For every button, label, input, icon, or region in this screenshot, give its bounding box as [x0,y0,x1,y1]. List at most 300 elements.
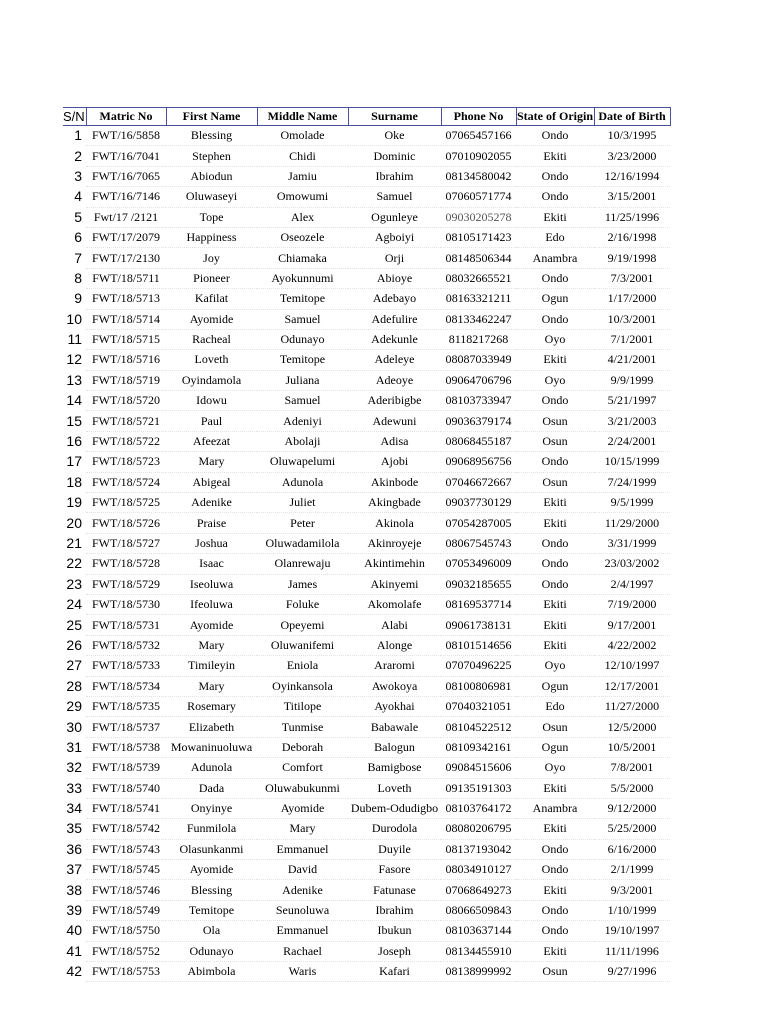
cell-phone-no[interactable]: 07010902055 [441,146,516,166]
cell-state-of-origin[interactable]: Ekiti [516,635,594,655]
cell-middle-name[interactable]: Oluwanifemi [257,635,348,655]
cell-phone-no[interactable]: 08169537714 [441,594,516,614]
cell-phone-no[interactable]: 08032665521 [441,268,516,288]
cell-date-of-birth[interactable]: 3/15/2001 [594,187,670,207]
cell-middle-name[interactable]: Comfort [257,758,348,778]
cell-surname[interactable]: Adewuni [348,411,441,431]
cell-first-name[interactable]: Oyindamola [166,370,257,390]
cell-matric-no[interactable]: FWT/18/5738 [86,737,166,757]
cell-first-name[interactable]: Mary [166,676,257,696]
cell-state-of-origin[interactable]: Ekiti [516,941,594,961]
header-phone-no[interactable]: Phone No [441,108,516,126]
cell-sn[interactable]: 3 [74,167,82,184]
cell-state-of-origin[interactable]: Ekiti [516,880,594,900]
cell-date-of-birth[interactable]: 2/16/1998 [594,227,670,247]
cell-matric-no[interactable]: FWT/18/5729 [86,574,166,594]
cell-first-name[interactable]: Onyinye [166,798,257,818]
cell-date-of-birth[interactable]: 9/17/2001 [594,615,670,635]
cell-first-name[interactable]: Joshua [166,533,257,553]
cell-date-of-birth[interactable]: 9/3/2001 [594,880,670,900]
cell-first-name[interactable]: Iseoluwa [166,574,257,594]
cell-sn[interactable]: 11 [67,331,82,348]
cell-surname[interactable]: Akinyemi [348,574,441,594]
cell-surname[interactable]: Akingbade [348,493,441,513]
cell-first-name[interactable]: Afeezat [166,431,257,451]
cell-state-of-origin[interactable]: Ekiti [516,207,594,227]
cell-sn[interactable]: 26 [66,636,82,653]
cell-middle-name[interactable]: Jamiu [257,166,348,186]
cell-date-of-birth[interactable]: 10/3/2001 [594,309,670,329]
cell-sn[interactable]: 2 [74,147,82,164]
cell-first-name[interactable]: Abigeal [166,472,257,492]
cell-surname[interactable]: Abioye [348,268,441,288]
cell-surname[interactable]: Ajobi [348,452,441,472]
cell-surname[interactable]: Araromi [348,656,441,676]
cell-date-of-birth[interactable]: 12/16/1994 [594,166,670,186]
cell-surname[interactable]: Fatunase [348,880,441,900]
cell-date-of-birth[interactable]: 11/29/2000 [594,513,670,533]
cell-state-of-origin[interactable]: Ekiti [516,513,594,533]
cell-phone-no[interactable]: 09032185655 [441,574,516,594]
cell-middle-name[interactable]: James [257,574,348,594]
cell-matric-no[interactable]: FWT/18/5741 [86,798,166,818]
cell-matric-no[interactable]: FWT/18/5725 [86,493,166,513]
cell-date-of-birth[interactable]: 12/5/2000 [594,717,670,737]
cell-phone-no[interactable]: 09037730129 [441,493,516,513]
cell-sn[interactable]: 30 [66,718,82,735]
cell-sn[interactable]: 5 [74,208,82,225]
cell-state-of-origin[interactable]: Osun [516,962,594,982]
cell-date-of-birth[interactable]: 7/19/2000 [594,594,670,614]
cell-phone-no[interactable]: 07070496225 [441,656,516,676]
cell-phone-no[interactable]: 08133462247 [441,309,516,329]
cell-state-of-origin[interactable]: Oyo [516,758,594,778]
cell-date-of-birth[interactable]: 11/27/2000 [594,696,670,716]
cell-first-name[interactable]: Ifeoluwa [166,594,257,614]
header-middle-name[interactable]: Middle Name [257,108,348,126]
cell-sn[interactable]: 28 [66,677,82,694]
cell-middle-name[interactable]: Olanrewaju [257,554,348,574]
cell-date-of-birth[interactable]: 7/24/1999 [594,472,670,492]
cell-surname[interactable]: Adeleye [348,350,441,370]
cell-matric-no[interactable]: FWT/17/2079 [86,227,166,247]
cell-matric-no[interactable]: FWT/16/7146 [86,187,166,207]
cell-matric-no[interactable]: FWT/18/5720 [86,391,166,411]
cell-matric-no[interactable]: FWT/18/5750 [86,921,166,941]
cell-matric-no[interactable]: FWT/18/5749 [86,900,166,920]
cell-first-name[interactable]: Happiness [166,227,257,247]
cell-middle-name[interactable]: Samuel [257,309,348,329]
cell-state-of-origin[interactable]: Ondo [516,860,594,880]
cell-middle-name[interactable]: Oyinkansola [257,676,348,696]
cell-middle-name[interactable]: Omolade [257,126,348,146]
cell-middle-name[interactable]: Deborah [257,737,348,757]
cell-first-name[interactable]: Timileyin [166,656,257,676]
cell-sn[interactable]: 19 [66,494,82,511]
cell-first-name[interactable]: Joy [166,248,257,268]
cell-middle-name[interactable]: Oluwadamilola [257,533,348,553]
cell-surname[interactable]: Joseph [348,941,441,961]
cell-surname[interactable]: Ibrahim [348,166,441,186]
cell-matric-no[interactable]: FWT/18/5715 [86,329,166,349]
cell-surname[interactable]: Ayokhai [348,696,441,716]
cell-sn[interactable]: 23 [66,575,82,592]
cell-state-of-origin[interactable]: Edo [516,696,594,716]
cell-surname[interactable]: Balogun [348,737,441,757]
cell-date-of-birth[interactable]: 6/16/2000 [594,839,670,859]
cell-first-name[interactable]: Elizabeth [166,717,257,737]
cell-state-of-origin[interactable]: Ondo [516,126,594,146]
cell-matric-no[interactable]: FWT/17/2130 [86,248,166,268]
cell-surname[interactable]: Ogunleye [348,207,441,227]
header-date-of-birth[interactable]: Date of Birth [594,108,670,126]
cell-matric-no[interactable]: FWT/18/5711 [86,268,166,288]
cell-phone-no[interactable]: 08103637144 [441,921,516,941]
cell-phone-no[interactable]: 09030205278 [441,207,516,227]
cell-matric-no[interactable]: FWT/18/5719 [86,370,166,390]
cell-middle-name[interactable]: Chiamaka [257,248,348,268]
cell-sn[interactable]: 37 [66,861,82,878]
cell-middle-name[interactable]: Juliana [257,370,348,390]
cell-first-name[interactable]: Funmilola [166,819,257,839]
cell-date-of-birth[interactable]: 23/03/2002 [594,554,670,574]
cell-date-of-birth[interactable]: 10/15/1999 [594,452,670,472]
cell-phone-no[interactable]: 08103764172 [441,798,516,818]
cell-matric-no[interactable]: FWT/18/5713 [86,289,166,309]
cell-matric-no[interactable]: FWT/18/5714 [86,309,166,329]
cell-matric-no[interactable]: FWT/18/5723 [86,452,166,472]
cell-first-name[interactable]: Isaac [166,554,257,574]
cell-first-name[interactable]: Pioneer [166,268,257,288]
cell-surname[interactable]: Durodola [348,819,441,839]
cell-phone-no[interactable]: 08104522512 [441,717,516,737]
cell-matric-no[interactable]: FWT/18/5724 [86,472,166,492]
cell-date-of-birth[interactable]: 2/1/1999 [594,860,670,880]
cell-sn[interactable]: 31 [66,738,82,755]
cell-state-of-origin[interactable]: Ondo [516,452,594,472]
cell-sn[interactable]: 18 [66,473,82,490]
cell-first-name[interactable]: Oluwaseyi [166,187,257,207]
cell-phone-no[interactable]: 09036379174 [441,411,516,431]
cell-date-of-birth[interactable]: 11/25/1996 [594,207,670,227]
cell-sn[interactable]: 34 [66,800,82,817]
cell-date-of-birth[interactable]: 19/10/1997 [594,921,670,941]
cell-surname[interactable]: Akinroyeje [348,533,441,553]
cell-middle-name[interactable]: Abolaji [257,431,348,451]
cell-first-name[interactable]: Blessing [166,126,257,146]
cell-phone-no[interactable]: 07065457166 [441,126,516,146]
cell-phone-no[interactable]: 08101514656 [441,635,516,655]
cell-phone-no[interactable]: 09064706796 [441,370,516,390]
cell-matric-no[interactable]: FWT/18/5737 [86,717,166,737]
cell-phone-no[interactable]: 08109342161 [441,737,516,757]
cell-date-of-birth[interactable]: 5/25/2000 [594,819,670,839]
cell-matric-no[interactable]: FWT/18/5733 [86,656,166,676]
cell-phone-no[interactable]: 08134455910 [441,941,516,961]
cell-date-of-birth[interactable]: 5/5/2000 [594,778,670,798]
header-sn[interactable]: S/N [63,109,85,124]
cell-phone-no[interactable]: 08087033949 [441,350,516,370]
cell-middle-name[interactable]: David [257,860,348,880]
cell-state-of-origin[interactable]: Osun [516,472,594,492]
cell-date-of-birth[interactable]: 9/12/2000 [594,798,670,818]
cell-matric-no[interactable]: FWT/18/5727 [86,533,166,553]
cell-state-of-origin[interactable]: Ondo [516,839,594,859]
cell-first-name[interactable]: Temitope [166,900,257,920]
cell-first-name[interactable]: Adunola [166,758,257,778]
cell-surname[interactable]: Dubem-Odudigbo [348,798,441,818]
cell-phone-no[interactable]: 08163321211 [441,289,516,309]
cell-first-name[interactable]: Praise [166,513,257,533]
cell-phone-no[interactable]: 07040321051 [441,696,516,716]
cell-phone-no[interactable]: 08034910127 [441,860,516,880]
cell-surname[interactable]: Dominic [348,146,441,166]
cell-date-of-birth[interactable]: 9/27/1996 [594,962,670,982]
cell-first-name[interactable]: Adenike [166,493,257,513]
cell-date-of-birth[interactable]: 3/23/2000 [594,146,670,166]
cell-matric-no[interactable]: FWT/18/5721 [86,411,166,431]
cell-matric-no[interactable]: Fwt/17 /2121 [86,207,166,227]
cell-state-of-origin[interactable]: Ondo [516,574,594,594]
cell-sn[interactable]: 4 [74,188,82,205]
header-matric-no[interactable]: Matric No [86,108,166,126]
cell-sn[interactable]: 22 [66,555,82,572]
cell-matric-no[interactable]: FWT/18/5752 [86,941,166,961]
cell-phone-no[interactable]: 09061738131 [441,615,516,635]
cell-date-of-birth[interactable]: 10/5/2001 [594,737,670,757]
cell-matric-no[interactable]: FWT/18/5735 [86,696,166,716]
cell-sn[interactable]: 36 [66,840,82,857]
cell-middle-name[interactable]: Opeyemi [257,615,348,635]
cell-middle-name[interactable]: Juliet [257,493,348,513]
cell-surname[interactable]: Akintimehin [348,554,441,574]
cell-phone-no[interactable]: 8118217268 [441,329,516,349]
cell-surname[interactable]: Awokoya [348,676,441,696]
cell-sn[interactable]: 42 [66,963,82,980]
cell-phone-no[interactable]: 09135191303 [441,778,516,798]
cell-phone-no[interactable]: 07054287005 [441,513,516,533]
cell-middle-name[interactable]: Temitope [257,289,348,309]
header-state-of-origin[interactable]: State of Origin [516,108,594,126]
cell-matric-no[interactable]: FWT/18/5743 [86,839,166,859]
cell-state-of-origin[interactable]: Edo [516,227,594,247]
cell-state-of-origin[interactable]: Ogun [516,289,594,309]
cell-date-of-birth[interactable]: 3/31/1999 [594,533,670,553]
cell-middle-name[interactable]: Chidi [257,146,348,166]
cell-surname[interactable]: Akinola [348,513,441,533]
cell-first-name[interactable]: Kafilat [166,289,257,309]
cell-sn[interactable]: 14 [66,392,82,409]
cell-first-name[interactable]: Idowu [166,391,257,411]
cell-sn[interactable]: 38 [66,881,82,898]
cell-sn[interactable]: 20 [66,514,82,531]
cell-middle-name[interactable]: Ayokunnumi [257,268,348,288]
cell-phone-no[interactable]: 08068455187 [441,431,516,451]
cell-sn[interactable]: 32 [66,759,82,776]
cell-phone-no[interactable]: 08137193042 [441,839,516,859]
cell-surname[interactable]: Ibrahim [348,900,441,920]
cell-date-of-birth[interactable]: 1/10/1999 [594,900,670,920]
cell-surname[interactable]: Bamigbose [348,758,441,778]
cell-state-of-origin[interactable]: Ondo [516,187,594,207]
cell-matric-no[interactable]: FWT/18/5728 [86,554,166,574]
cell-surname[interactable]: Ibukun [348,921,441,941]
cell-matric-no[interactable]: FWT/18/5732 [86,635,166,655]
cell-middle-name[interactable]: Mary [257,819,348,839]
cell-date-of-birth[interactable]: 5/21/1997 [594,391,670,411]
cell-date-of-birth[interactable]: 4/22/2002 [594,635,670,655]
cell-first-name[interactable]: Mowaninuoluwa [166,737,257,757]
cell-matric-no[interactable]: FWT/18/5746 [86,880,166,900]
cell-surname[interactable]: Aderibigbe [348,391,441,411]
cell-matric-no[interactable]: FWT/18/5716 [86,350,166,370]
cell-middle-name[interactable]: Alex [257,207,348,227]
cell-middle-name[interactable]: Oseozele [257,227,348,247]
cell-sn[interactable]: 35 [66,820,82,837]
cell-date-of-birth[interactable]: 12/17/2001 [594,676,670,696]
cell-surname[interactable]: Duyile [348,839,441,859]
cell-middle-name[interactable]: Eniola [257,656,348,676]
cell-first-name[interactable]: Ayomide [166,860,257,880]
header-first-name[interactable]: First Name [166,108,257,126]
cell-sn[interactable]: 8 [74,269,82,286]
cell-sn[interactable]: 10 [66,310,82,327]
header-surname[interactable]: Surname [348,108,441,126]
cell-date-of-birth[interactable]: 2/24/2001 [594,431,670,451]
cell-phone-no[interactable]: 07068649273 [441,880,516,900]
cell-middle-name[interactable]: Adunola [257,472,348,492]
cell-sn[interactable]: 9 [74,290,82,307]
cell-first-name[interactable]: Racheal [166,329,257,349]
cell-sn[interactable]: 12 [66,351,82,368]
cell-state-of-origin[interactable]: Ondo [516,533,594,553]
cell-phone-no[interactable]: 07046672667 [441,472,516,492]
cell-first-name[interactable]: Ayomide [166,615,257,635]
cell-matric-no[interactable]: FWT/18/5730 [86,594,166,614]
cell-phone-no[interactable]: 08066509843 [441,900,516,920]
cell-middle-name[interactable]: Titilope [257,696,348,716]
cell-matric-no[interactable]: FWT/18/5742 [86,819,166,839]
cell-sn[interactable]: 21 [66,535,82,551]
cell-state-of-origin[interactable]: Ekiti [516,493,594,513]
cell-middle-name[interactable]: Odunayo [257,329,348,349]
cell-middle-name[interactable]: Seunoluwa [257,900,348,920]
cell-first-name[interactable]: Mary [166,452,257,472]
cell-phone-no[interactable]: 08134580042 [441,166,516,186]
cell-date-of-birth[interactable]: 10/3/1995 [594,126,670,146]
cell-sn[interactable]: 25 [66,616,82,633]
cell-sn[interactable]: 41 [66,942,82,959]
cell-state-of-origin[interactable]: Oyo [516,656,594,676]
cell-state-of-origin[interactable]: Oyo [516,329,594,349]
cell-date-of-birth[interactable]: 1/17/2000 [594,289,670,309]
cell-state-of-origin[interactable]: Ekiti [516,594,594,614]
cell-first-name[interactable]: Tope [166,207,257,227]
cell-first-name[interactable]: Abimbola [166,962,257,982]
cell-first-name[interactable]: Dada [166,778,257,798]
cell-sn[interactable]: 39 [66,902,82,919]
cell-state-of-origin[interactable]: Ondo [516,309,594,329]
cell-surname[interactable]: Loveth [348,778,441,798]
cell-matric-no[interactable]: FWT/18/5745 [86,860,166,880]
cell-date-of-birth[interactable]: 3/21/2003 [594,411,670,431]
cell-matric-no[interactable]: FWT/18/5731 [86,615,166,635]
cell-surname[interactable]: Kafari [348,962,441,982]
cell-state-of-origin[interactable]: Ondo [516,391,594,411]
cell-sn[interactable]: 13 [66,371,82,388]
cell-sn[interactable]: 33 [66,779,82,796]
cell-sn[interactable]: 7 [74,249,82,266]
cell-surname[interactable]: Oke [348,126,441,146]
cell-surname[interactable]: Adekunle [348,329,441,349]
cell-matric-no[interactable]: FWT/18/5722 [86,431,166,451]
cell-first-name[interactable]: Blessing [166,880,257,900]
cell-sn[interactable]: 40 [66,922,82,939]
cell-date-of-birth[interactable]: 7/8/2001 [594,758,670,778]
cell-first-name[interactable]: Stephen [166,146,257,166]
cell-surname[interactable]: Babawale [348,717,441,737]
cell-first-name[interactable]: Olasunkanmi [166,839,257,859]
cell-state-of-origin[interactable]: Osun [516,431,594,451]
cell-surname[interactable]: Adebayo [348,289,441,309]
cell-middle-name[interactable]: Ayomide [257,798,348,818]
cell-date-of-birth[interactable]: 9/19/1998 [594,248,670,268]
cell-phone-no[interactable]: 08067545743 [441,533,516,553]
cell-phone-no[interactable]: 07060571774 [441,187,516,207]
cell-phone-no[interactable]: 08148506344 [441,248,516,268]
cell-date-of-birth[interactable]: 9/5/1999 [594,493,670,513]
cell-first-name[interactable]: Paul [166,411,257,431]
cell-matric-no[interactable]: FWT/18/5753 [86,962,166,982]
cell-state-of-origin[interactable]: Ekiti [516,146,594,166]
cell-surname[interactable]: Akinbode [348,472,441,492]
cell-surname[interactable]: Adeoye [348,370,441,390]
cell-first-name[interactable]: Ayomide [166,309,257,329]
cell-surname[interactable]: Fasore [348,860,441,880]
cell-phone-no[interactable]: 08100806981 [441,676,516,696]
cell-first-name[interactable]: Abiodun [166,166,257,186]
cell-matric-no[interactable]: FWT/18/5734 [86,676,166,696]
cell-date-of-birth[interactable]: 9/9/1999 [594,370,670,390]
cell-matric-no[interactable]: FWT/18/5740 [86,778,166,798]
cell-sn[interactable]: 17 [66,453,82,470]
cell-date-of-birth[interactable]: 12/10/1997 [594,656,670,676]
cell-date-of-birth[interactable]: 2/4/1997 [594,574,670,594]
cell-middle-name[interactable]: Rachael [257,941,348,961]
cell-state-of-origin[interactable]: Ondo [516,166,594,186]
cell-sn[interactable]: 6 [74,229,82,246]
cell-sn[interactable]: 27 [66,657,82,674]
cell-first-name[interactable]: Rosemary [166,696,257,716]
cell-surname[interactable]: Agboiyi [348,227,441,247]
cell-state-of-origin[interactable]: Ogun [516,737,594,757]
cell-surname[interactable]: Akomolafe [348,594,441,614]
cell-date-of-birth[interactable]: 7/3/2001 [594,268,670,288]
cell-phone-no[interactable]: 09084515606 [441,758,516,778]
cell-surname[interactable]: Adefulire [348,309,441,329]
cell-date-of-birth[interactable]: 7/1/2001 [594,329,670,349]
cell-state-of-origin[interactable]: Osun [516,717,594,737]
cell-state-of-origin[interactable]: Ogun [516,676,594,696]
cell-state-of-origin[interactable]: Anambra [516,798,594,818]
cell-middle-name[interactable]: Emmanuel [257,921,348,941]
cell-phone-no[interactable]: 08105171423 [441,227,516,247]
cell-date-of-birth[interactable]: 11/11/1996 [594,941,670,961]
cell-surname[interactable]: Alonge [348,635,441,655]
cell-surname[interactable]: Samuel [348,187,441,207]
cell-state-of-origin[interactable]: Ondo [516,554,594,574]
cell-sn[interactable]: 29 [66,698,82,715]
